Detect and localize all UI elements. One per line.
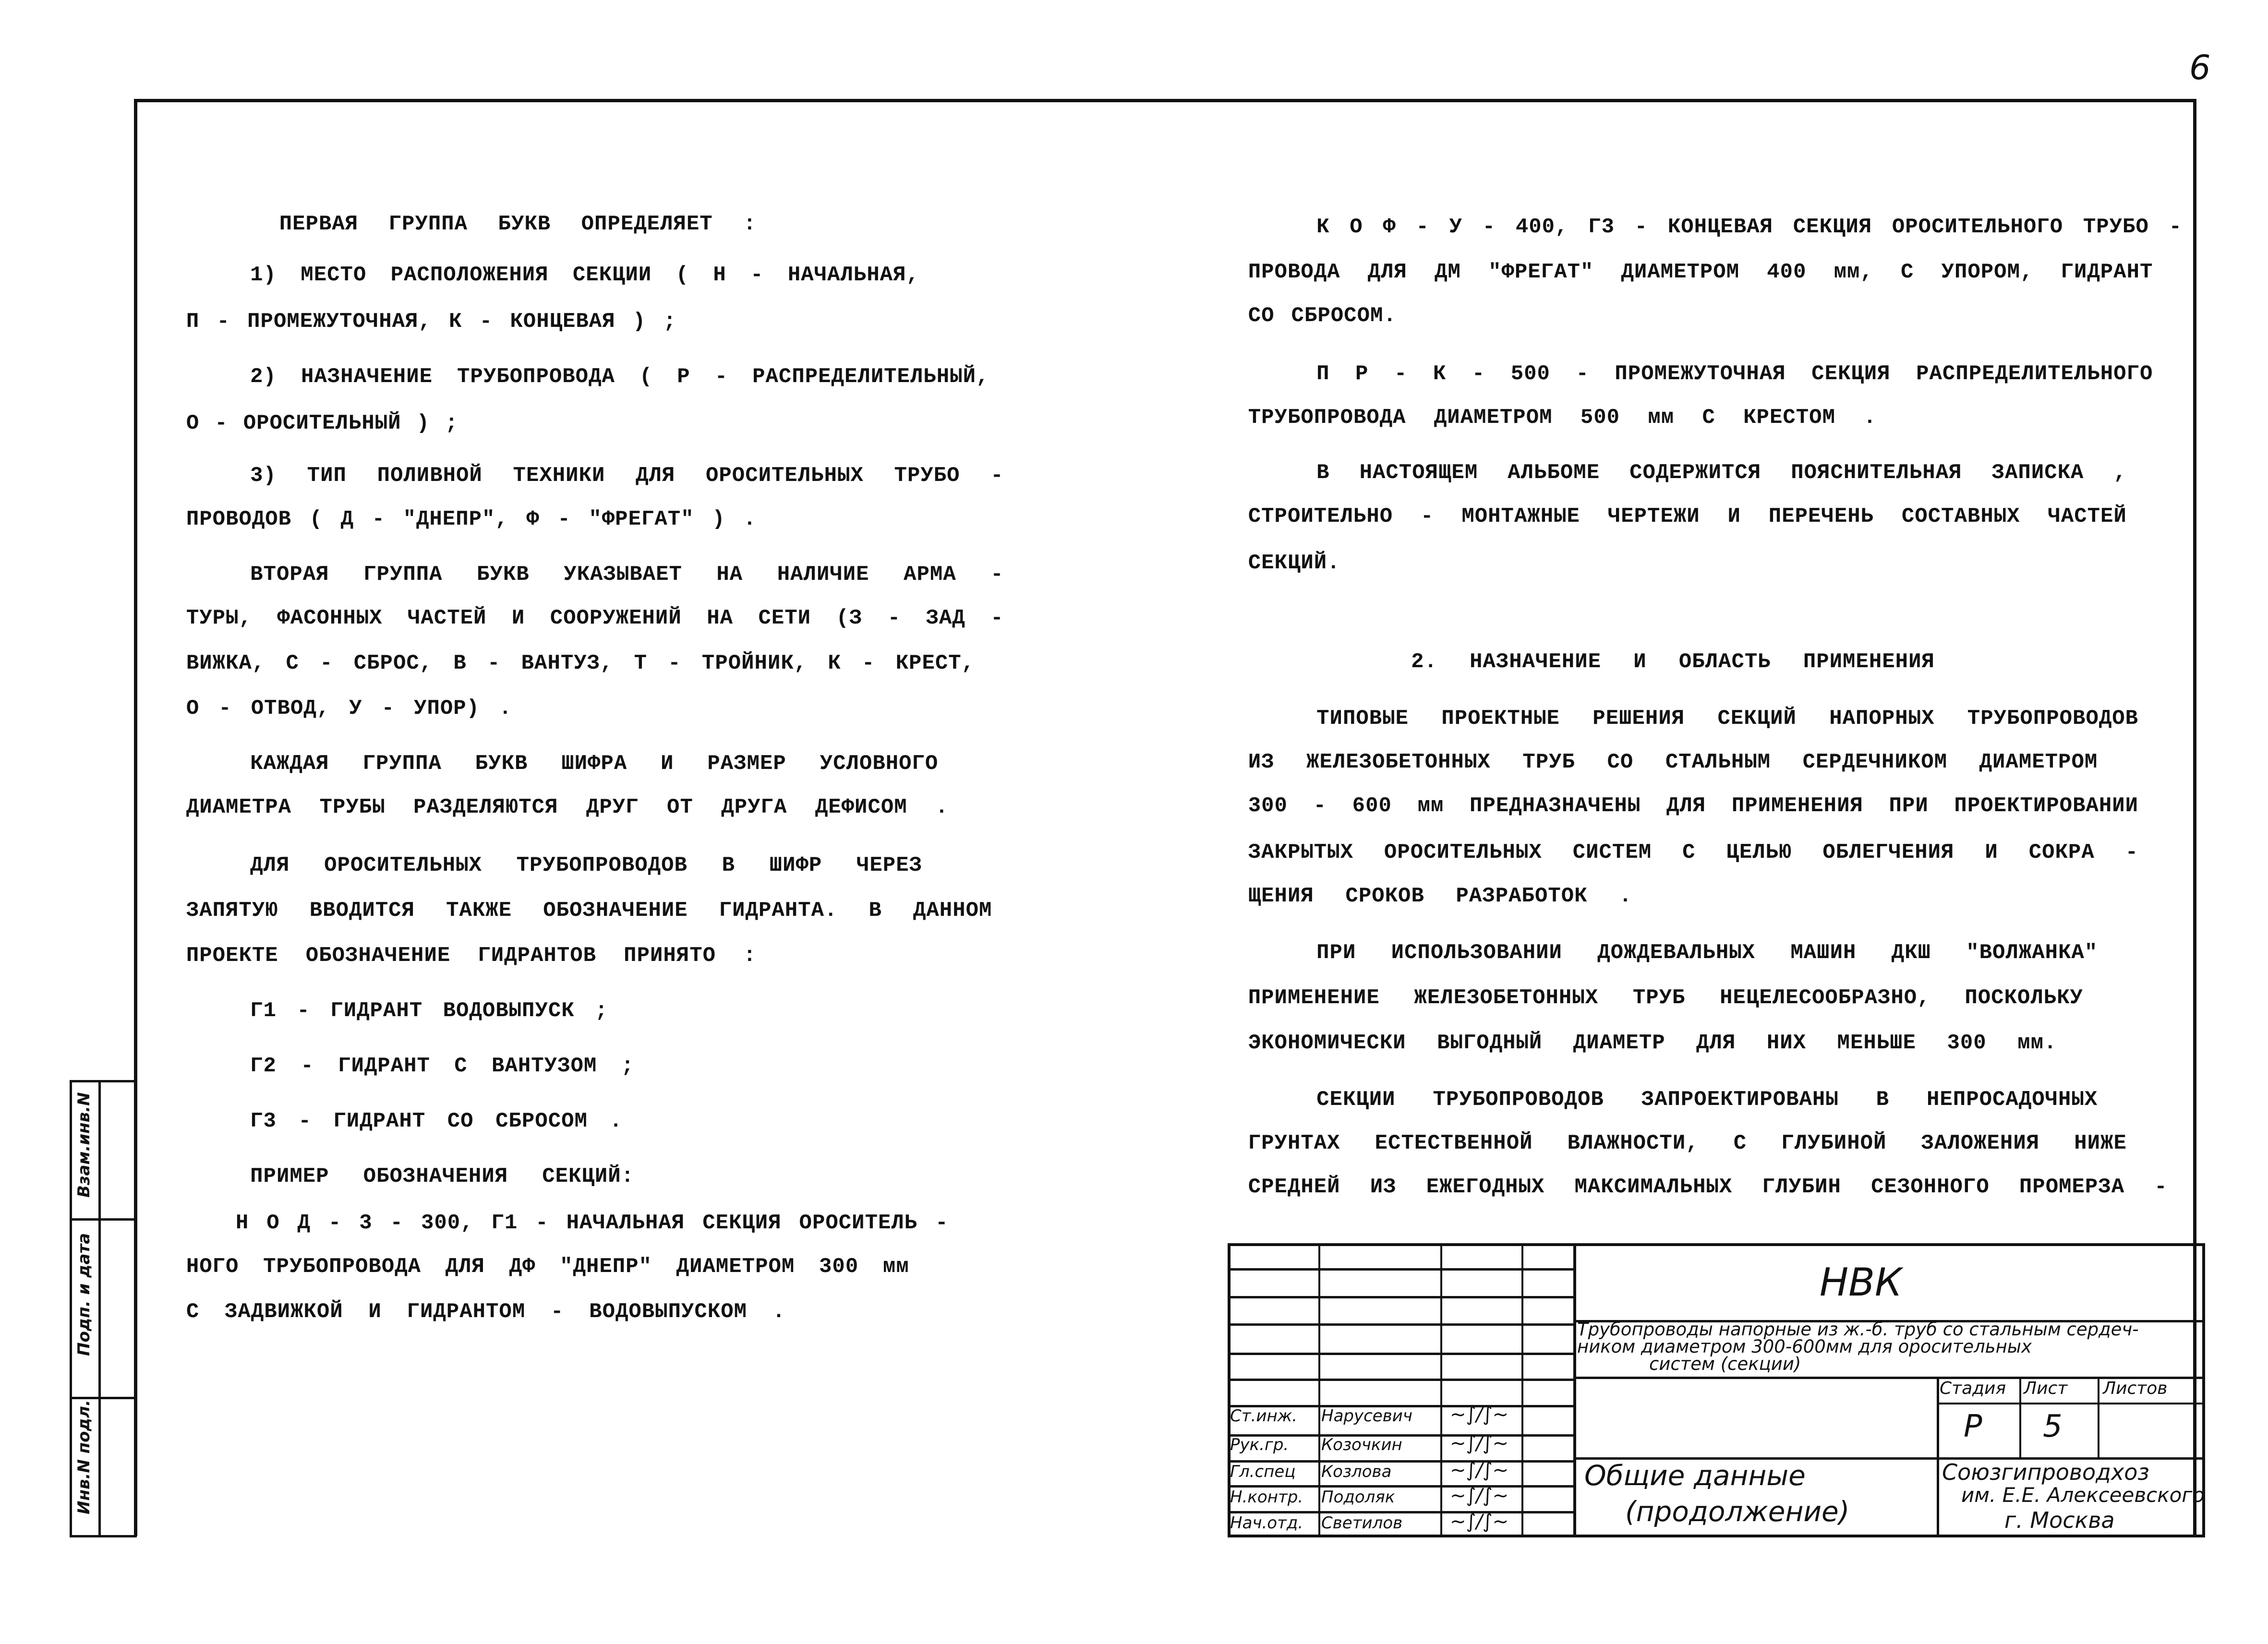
sheet-value: 5 <box>2043 1409 2063 1444</box>
text-line: КАЖДАЯ ГРУППА БУКВ ШИФРА И РАЗМЕР УСЛОВНОГО <box>250 751 939 776</box>
organization-name-2: им. Е.Е. Алексеевского <box>1961 1483 2205 1507</box>
text-line: НОГО ТРУБОПРОВОДА ДЛЯ ДФ "ДНЕПР" ДИАМЕТРОМ 300 мм <box>186 1255 909 1279</box>
text-line: ПЕРВАЯ ГРУППА БУКВ ОПРЕДЕЛЯЕТ : <box>279 212 757 236</box>
stamp-label-replacement-inv: Взам.инв.N <box>74 1092 94 1198</box>
stage-label: Стадия <box>1940 1379 2006 1398</box>
grid-line <box>2098 1377 2099 1457</box>
text-line: ЗАКРЫТЫХ ОРОСИТЕЛЬНЫХ СИСТЕМ С ЦЕЛЬЮ ОБЛЕГЧЕНИЯ И СОКРА - <box>1248 840 2139 864</box>
signature-scribble: ~∫∕∫~ <box>1450 1432 1509 1454</box>
text-line: 1) МЕСТО РАСПОЛОЖЕНИЯ СЕКЦИИ ( Н - НАЧАЛЬНАЯ, <box>250 263 919 287</box>
page-number: 6 <box>2189 48 2211 87</box>
text-line: ТУРЫ, ФАСОННЫХ ЧАСТЕЙ И СООРУЖЕНИЙ НА СЕТИ (З - ЗАД - <box>186 606 1004 630</box>
text-line: О - ОРОСИТЕЛЬНЫЙ ) ; <box>186 411 458 435</box>
text-line: ЗАПЯТУЮ ВВОДИТСЯ ТАКЖЕ ОБОЗНАЧЕНИЕ ГИДРАНТА. В ДАННОМ <box>186 898 992 923</box>
text-line: СТРОИТЕЛЬНО - МОНТАЖНЫЕ ЧЕРТЕЖИ И ПЕРЕЧЕНЬ СОСТАВНЫХ ЧАСТЕЙ <box>1248 504 2127 528</box>
text-line: ПРИ ИСПОЛЬЗОВАНИИ ДОЖДЕВАЛЬНЫХ МАШИН ДКШ "ВОЛЖАНКА" <box>1316 940 2098 965</box>
staff-role: Гл.спец <box>1230 1462 1296 1481</box>
text-line: ТИПОВЫЕ ПРОЕКТНЫЕ РЕШЕНИЯ СЕКЦИЙ НАПОРНЫХ ТРУБОПРОВОДОВ <box>1316 706 2139 731</box>
grid-line <box>1228 1379 1573 1381</box>
text-line: ПРИМЕНЕНИЕ ЖЕЛЕЗОБЕТОННЫХ ТРУБ НЕЦЕЛЕСООБРАЗНО, ПОСКОЛЬКУ <box>1248 985 2083 1010</box>
grid-line <box>1228 1323 1573 1326</box>
staff-role: Ст.инж. <box>1230 1406 1298 1426</box>
text-line: ВИЖКА, С - СБРОС, В - ВАНТУЗ, Т - ТРОЙНИК, К - КРЕСТ, <box>186 651 975 675</box>
staff-name: Козлова <box>1321 1462 1392 1481</box>
text-line: П Р - К - 500 - ПРОМЕЖУТОЧНАЯ СЕКЦИЯ РАСПРЕДЕЛИТЕЛЬНОГО <box>1316 361 2153 386</box>
grid-line <box>1228 1353 1573 1355</box>
grid-line <box>1937 1403 2205 1404</box>
project-title <box>1577 1321 2139 1373</box>
staff-name: Светилов <box>1321 1513 1403 1533</box>
grid-line <box>1440 1243 1442 1537</box>
text-line: ПРОВОДОВ ( Д - "ДНЕПР", Ф - "ФРЕГАТ" ) . <box>186 507 757 531</box>
text-line: СЕКЦИЙ. <box>1248 551 1340 575</box>
text-line: ВТОРАЯ ГРУППА БУКВ УКАЗЫВАЕТ НА НАЛИЧИЕ АРМА - <box>250 562 1004 587</box>
project-title-line: систем (секции) <box>1649 1354 1801 1374</box>
staff-role: Н.контр. <box>1230 1488 1303 1507</box>
grid-line <box>1318 1243 1320 1537</box>
text-line: ПРОЕКТЕ ОБОЗНАЧЕНИЕ ГИДРАНТОВ ПРИНЯТО : <box>186 943 757 968</box>
staff-name: Подоляк <box>1321 1488 1395 1507</box>
text-line: Г1 - ГИДРАНТ ВОДОВЫПУСК ; <box>250 998 608 1023</box>
text-line: ДЛЯ ОРОСИТЕЛЬНЫХ ТРУБОПРОВОДОВ В ШИФР ЧЕРЕЗ <box>250 853 923 877</box>
text-line: С ЗАДВИЖКОЙ И ГИДРАНТОМ - ВОДОВЫПУСКОМ . <box>186 1300 786 1324</box>
text-line: Г3 - ГИДРАНТ СО СБРОСОМ . <box>250 1109 623 1134</box>
sheet-subtitle: (продолжение) <box>1625 1495 1850 1528</box>
organization-city: г. Москва <box>2004 1507 2115 1533</box>
document-code: НВК <box>1820 1260 1902 1305</box>
text-line: 2) НАЗНАЧЕНИЕ ТРУБОПРОВОДА ( Р - РАСПРЕДЕЛИТЕЛЬНЫЙ, <box>250 364 989 389</box>
text-line: ИЗ ЖЕЛЕЗОБЕТОННЫХ ТРУБ СО СТАЛЬНЫМ СЕРДЕЧНИКОМ ДИАМЕТРОМ <box>1248 750 2098 774</box>
project-title-line: ником диаметром 300-600мм для оросительных <box>1577 1336 2032 1357</box>
text-line: ПРОВОДА ДЛЯ ДМ "ФРЕГАТ" ДИАМЕТРОМ 400 мм, С УПОРОМ, ГИДРАНТ <box>1248 260 2153 284</box>
sheet-title: Общие данные <box>1584 1459 1806 1492</box>
grid-line <box>1228 1268 1573 1271</box>
signature-scribble: ~∫∕∫~ <box>1450 1485 1509 1507</box>
organization-name: Союзгипроводхоз <box>1942 1459 2149 1485</box>
grid-line <box>1521 1243 1523 1537</box>
text-line: ТРУБОПРОВОДА ДИАМЕТРОМ 500 мм С КРЕСТОМ . <box>1248 405 1877 430</box>
project-title-line: Трубопроводы напорные из ж.-б. труб со стальным сердеч- <box>1577 1319 2139 1340</box>
text-line: К О Ф - У - 400, Г3 - КОНЦЕВАЯ СЕКЦИЯ ОРОСИТЕЛЬНОГО ТРУБО - <box>1316 215 2182 239</box>
grid-line <box>1573 1243 1576 1537</box>
text-line: ПРИМЕР ОБОЗНАЧЕНИЯ СЕКЦИЙ: <box>250 1164 635 1189</box>
text-line: ГРУНТАХ ЕСТЕСТВЕННОЙ ВЛАЖНОСТИ, С ГЛУБИНОЙ ЗАЛОЖЕНИЯ НИЖЕ <box>1248 1131 2127 1155</box>
grid-line <box>1228 1296 1573 1298</box>
text-line: О - ОТВОД, У - УПОР) . <box>186 696 512 720</box>
sheet-label: Лист <box>2024 1379 2068 1398</box>
stamp-label-original-inv: Инв.N подл. <box>74 1400 94 1514</box>
text-line: 2. НАЗНАЧЕНИЕ И ОБЛАСТЬ ПРИМЕНЕНИЯ <box>1411 649 1935 674</box>
staff-name: Козочкин <box>1321 1435 1402 1454</box>
text-line: ЭКОНОМИЧЕСКИ ВЫГОДНЫЙ ДИАМЕТР ДЛЯ НИХ МЕНЬШЕ 300 мм. <box>1248 1031 2057 1055</box>
signature-scribble: ~∫∕∫~ <box>1450 1511 1509 1533</box>
signature-scribble: ~∫∕∫~ <box>1450 1404 1509 1426</box>
signature-scribble: ~∫∕∫~ <box>1450 1459 1509 1481</box>
staff-role: Нач.отд. <box>1230 1513 1303 1533</box>
grid-line <box>1937 1377 1939 1537</box>
sheets-label: Листов <box>2103 1379 2168 1398</box>
stamp-label-signature-date: Подп. и дата <box>74 1233 94 1356</box>
stage-value: Р <box>1964 1409 1982 1444</box>
text-line: 300 - 600 мм ПРЕДНАЗНАЧЕНЫ ДЛЯ ПРИМЕНЕНИЯ ПРИ ПРОЕКТИРОВАНИИ <box>1248 793 2139 818</box>
text-line: 3) ТИП ПОЛИВНОЙ ТЕХНИКИ ДЛЯ ОРОСИТЕЛЬНЫХ ТРУБО - <box>250 463 1004 488</box>
text-line: П - ПРОМЕЖУТОЧНАЯ, К - КОНЦЕВАЯ ) ; <box>186 309 676 334</box>
text-line: СЕКЦИИ ТРУБОПРОВОДОВ ЗАПРОЕКТИРОВАНЫ В НЕПРОСАДОЧНЫХ <box>1316 1087 2098 1112</box>
staff-role: Рук.гр. <box>1230 1435 1289 1454</box>
text-line: В НАСТОЯЩЕМ АЛЬБОМЕ СОДЕРЖИТСЯ ПОЯСНИТЕЛЬНАЯ ЗАПИСКА , <box>1316 460 2127 485</box>
text-line: СРЕДНЕЙ ИЗ ЕЖЕГОДНЫХ МАКСИМАЛЬНЫХ ГЛУБИН СЕЗОННОГО ПРОМЕРЗА - <box>1248 1175 2168 1199</box>
staff-name: Нарусевич <box>1321 1406 1412 1426</box>
text-line: Н О Д - 3 - 300, Г1 - НАЧАЛЬНАЯ СЕКЦИЯ ОРОСИТЕЛЬ - <box>235 1211 949 1236</box>
text-line: СО СБРОСОМ. <box>1248 303 1397 328</box>
text-line: Г2 - ГИДРАНТ С ВАНТУЗОМ ; <box>250 1054 635 1079</box>
text-line: ДИАМЕТРА ТРУБЫ РАЗДЕЛЯЮТСЯ ДРУГ ОТ ДРУГА ДЕФИСОМ . <box>186 795 949 819</box>
grid-line <box>2019 1377 2021 1457</box>
text-line: ЩЕНИЯ СРОКОВ РАЗРАБОТОК . <box>1248 884 1632 908</box>
